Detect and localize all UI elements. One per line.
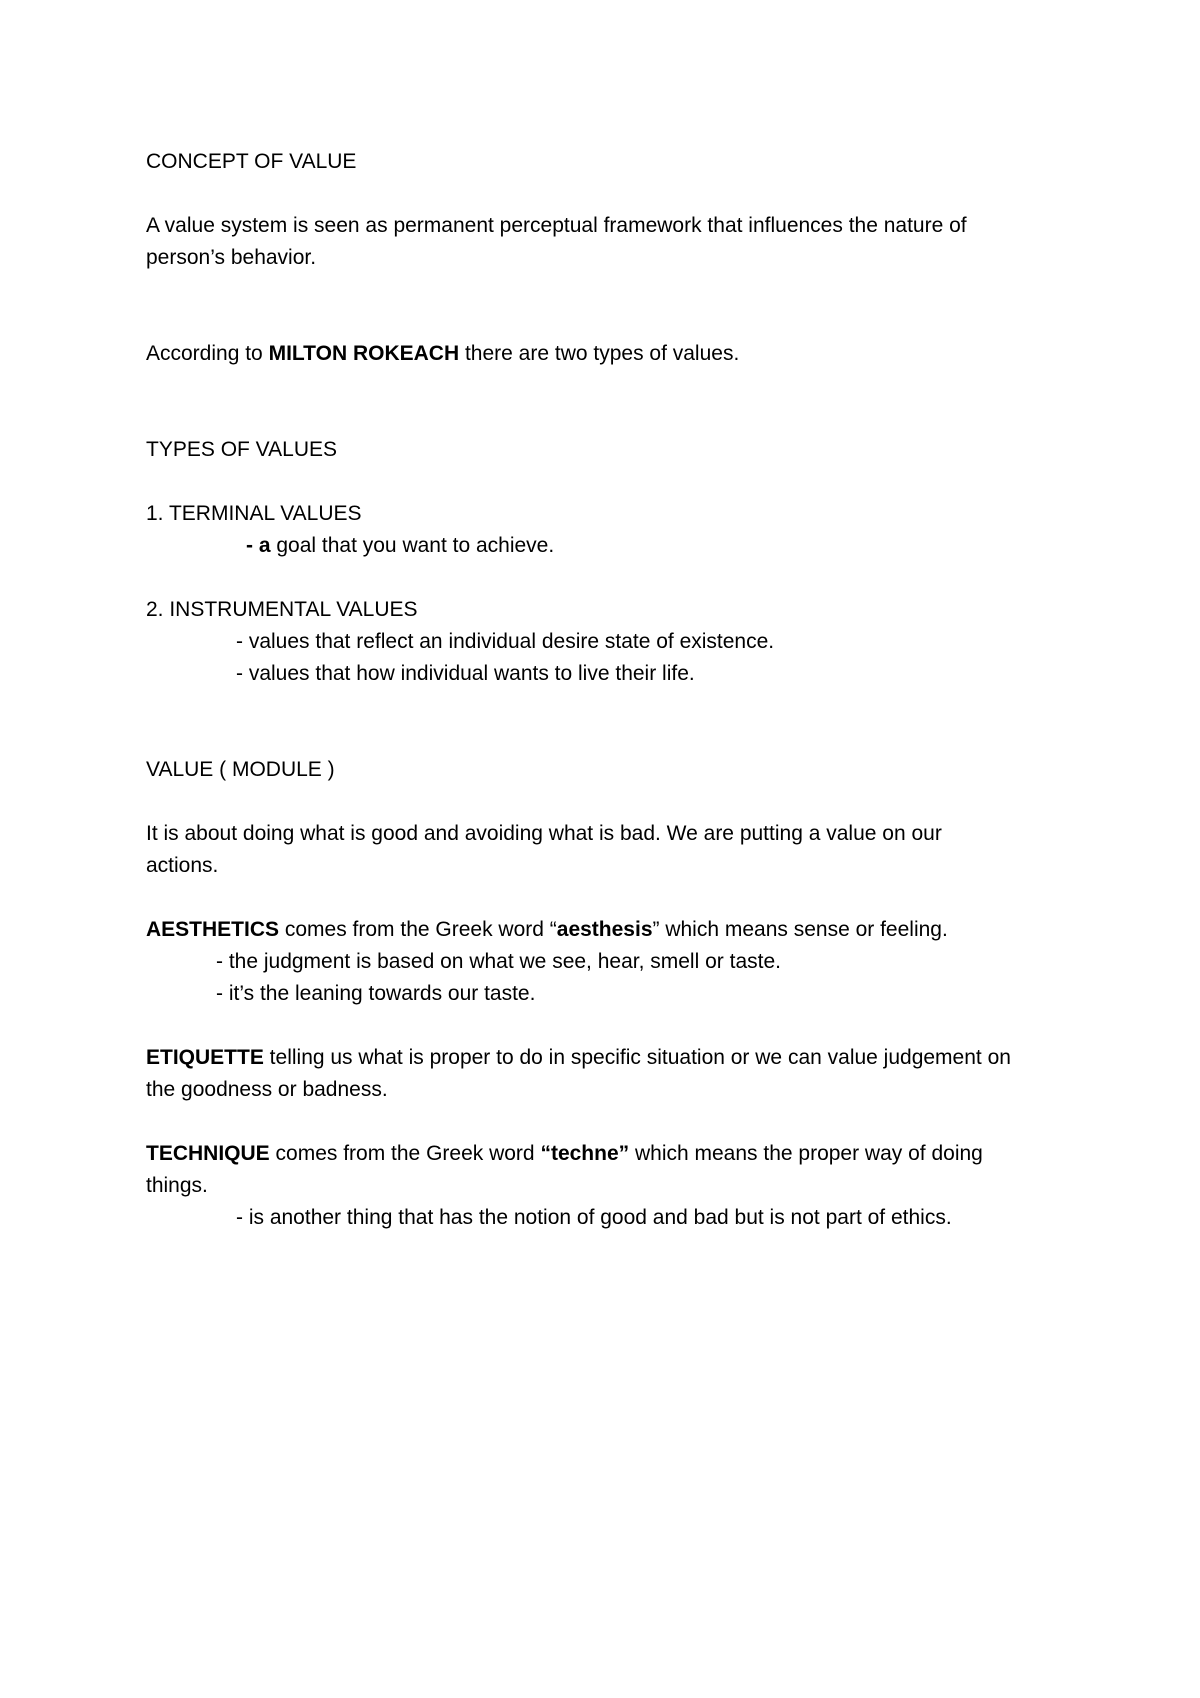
rokeach-name: MILTON ROKEACH <box>268 342 460 365</box>
etiquette-definition-line-2: the goodness or badness. <box>146 1078 388 1101</box>
module-paragraph-line-1: It is about doing what is good and avoiding what is bad. We are putting a value on our <box>146 822 942 845</box>
heading-concept-of-value: CONCEPT OF VALUE <box>146 150 357 173</box>
aesthetics-point-1: - the judgment is based on what we see, hear, smell or taste. <box>216 950 781 973</box>
module-paragraph-line-2: actions. <box>146 854 219 877</box>
technique-term: TECHNIQUE <box>146 1142 270 1165</box>
concept-paragraph-line-2: person’s behavior. <box>146 246 317 269</box>
rokeach-sentence <box>146 338 1086 370</box>
heading-value-module: VALUE ( MODULE ) <box>146 758 335 781</box>
technique-end: which means the proper way of doing <box>629 1142 983 1165</box>
aesthetics-point-2: - it’s the leaning towards our taste. <box>216 982 536 1005</box>
aesthetics-definition <box>146 914 1086 946</box>
technique-point-1: - is another thing that has the notion of good and bad but is not part of ethics. <box>236 1206 952 1229</box>
technique-mid: comes from the Greek word <box>269 1142 541 1165</box>
etiquette-term: ETIQUETTE <box>146 1046 264 1069</box>
heading-types-of-values: TYPES OF VALUES <box>146 438 337 461</box>
terminal-values-title: 1. TERMINAL VALUES <box>146 502 362 525</box>
etiquette-definition-line-1 <box>146 1042 1086 1074</box>
instrumental-values-desc-2: - values that how individual wants to live their life. <box>236 662 695 685</box>
terminal-dash: - a <box>246 534 271 557</box>
rokeach-suffix: there are two types of values. <box>459 342 740 365</box>
aesthetics-term: AESTHETICS <box>146 918 280 941</box>
terminal-desc: goal that you want to achieve. <box>270 534 555 557</box>
instrumental-values-desc-1: - values that reflect an individual desire state of existence. <box>236 630 775 653</box>
technique-word: “techne” <box>540 1142 630 1165</box>
terminal-values-description <box>246 530 1186 562</box>
technique-definition-line-2: things. <box>146 1174 208 1197</box>
concept-paragraph-line-1: A value system is seen as permanent perceptual framework that influences the nature of <box>146 214 967 237</box>
technique-definition-line-1 <box>146 1138 1086 1170</box>
aesthetics-end: ” which means sense or feeling. <box>652 918 948 941</box>
aesthetics-mid: comes from the Greek word “ <box>279 918 557 941</box>
aesthetics-word: aesthesis <box>556 918 653 941</box>
etiquette-rest: telling us what is proper to do in specific situation or we can value judgement on <box>263 1046 1011 1069</box>
instrumental-values-title: 2. INSTRUMENTAL VALUES <box>146 598 418 621</box>
rokeach-prefix: According to <box>146 342 269 365</box>
